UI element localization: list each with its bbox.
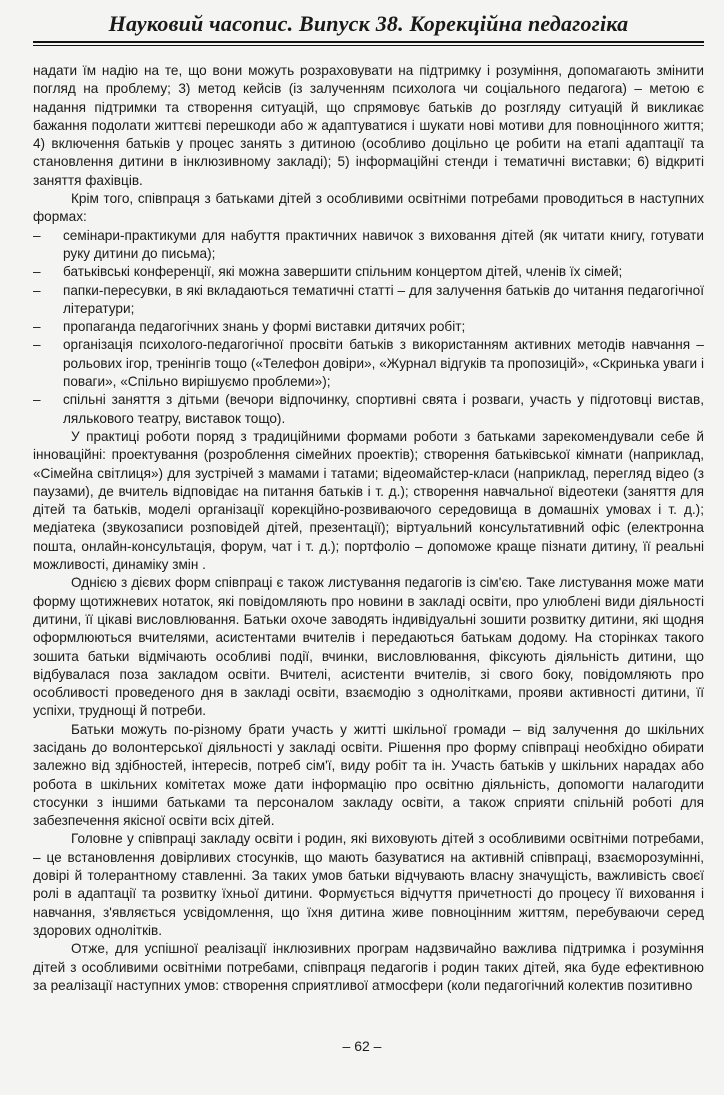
paragraph: Однією з дієвих форм співпраці є також листування педагогів із сім'єю. Таке листування може мати форму щотижневих нотаток, які повідомляють про новини в закладі освіти, про улюблені види діяльності дитини, її цікаві висловлювання. Батьки охоче заводять індивідуальні зошити розвитку дитини, які щодня оформлюються вчителями, асистентами вчителів і передаються батькам додому. На сторінках такого зошита батьки відмічають особливі події, вчинки, висловлювання, фіксують діяльність дитини, що відбувалася поза закладом освіти. Вчителі, асистенти вчителів, зі свого боку, повідомляють про особливості проведеного дня в закладі освіти, взаємодію з однолітками, прояви активності дитини, її успіхи, труднощі й потреби. xyxy=(33,575,704,719)
paragraph: Отже, для успішної реалізації інклюзивних програм надзвичайно важлива підтримка і розуміння дітей з особливими освітніми потребами, співпраця педагогів і родин таких дітей, яка буде ефективною за реалізації наступних умов: створення сприятливої атмосфери (коли педагогічний колектив позитивно xyxy=(33,941,704,993)
forms-list xyxy=(33,227,704,428)
paragraph: У практиці роботи поряд з традиційними формами роботи з батьками зарекомендували себе й інноваційні: проектування (розроблення сімейних проектів); створення батьківської кімнати (наприклад, «Сімейна світлиця») для зустрічей з мамами і татами; відеомайстер-класи (наприклад, перегляд відео (з паузами), де вчитель відповідає на питання батьків і т. д.); створення навчальної відеотеки (заняття для дітей та батьків, моделі організації корекційно-розвиваючого середовища в домашніх умовах і т. д.); медіатека (звукозаписи розповідей дітей, презентації); віртуальний консультативний офіс (електронна пошта, онлайн-консультація, форум, чат і т. д.); портфоліо – допоможе краще пізнати дитину, її реальні можливості, динаміку змін . xyxy=(33,428,704,573)
list-item-text: папки-пересувки, в які вкладаються тематичні статті – для залучення батьків до читання педагогічної літератури; xyxy=(63,282,704,316)
list-item xyxy=(33,282,704,319)
page-number: – 62 – xyxy=(342,1038,382,1054)
paragraph: Головне у співпраці закладу освіти і родин, які виховують дітей з особливими освітніми потребами, – це встановлення довірливих стосунків, що мають базуватися на активній співпраці, взаєморозумінні, довірі й толерантному ставленні. За таких умов батьки відчувають власну значущість, важливість своєї ролі в адаптації та розвитку їхньої дитини. Формується відчуття причетності до процесу її виховання і навчання, з'являється усвідомлення, що їхня дитина живе повноцінним життям, перебуваючи серед здорових однолітків. xyxy=(33,831,704,938)
list-item-text: батьківські конференції, які можна завершити спільним концертом дітей, членів їх сімей; xyxy=(63,264,623,280)
dash-marker: – xyxy=(33,227,41,243)
dash-marker: – xyxy=(33,282,41,298)
dash-marker: – xyxy=(33,319,41,335)
paragraph: Крім того, співпраця з батьками дітей з особливими освітніми потребами проводиться в наступних формах: xyxy=(33,191,704,225)
dash-marker: – xyxy=(33,337,41,353)
journal-header: Науковий часопис. Випуск 38. Корекційна педагогіка xyxy=(108,11,629,36)
paragraph: надати їм надію на те, що вони можуть розраховувати на підтримку і розуміння, допомагають змінити погляд на проблему; 3) метод кейсів (із залученням психолога чи соціального педагога) – метою є надання підтримки та створення ситуацій, що спрямовує батьків до розгляду ситуацій й викликає бажання подолати життєві перешкоди або ж адаптуватися і шукати нові мотиви для повноцінного життя; 4) включення батьків у процес занять з дитиною (особливо доцільно це робити на етапі адаптації та становлення дитини в інклюзивному закладі); 5) інформаційні стенди і тематичні виставки; 6) відкриті заняття фахівців. xyxy=(33,63,704,188)
list-item-text: організація психолого-педагогічної просвіти батьків з використанням активних методів навчання – рольових ігор, тренінгів тощо («Телефон довіри», «Журнал відгуків та пропозицій», «Скринька уваги і поваги», «Спільно вирішуємо проблеми»); xyxy=(63,337,704,390)
header-rule-thick xyxy=(33,41,704,43)
list-item-text: семінари-практикуми для набуття практичних навичок з виховання дітей (як читати книгу, готувати руку дитини до письма); xyxy=(63,227,704,261)
list-item xyxy=(33,391,704,428)
list-item-text: спільні заняття з дітьми (вечори відпочинку, спортивні свята і розваги, участь у підготовці вистав, лялькового театру, виставок тощо). xyxy=(63,392,704,426)
dash-marker: – xyxy=(33,392,41,408)
list-item xyxy=(33,336,704,391)
list-item-text: пропаганда педагогічних знань у формі виставки дитячих робіт; xyxy=(63,319,466,335)
header-rule-thin xyxy=(33,45,704,46)
list-item xyxy=(33,318,704,336)
list-item xyxy=(33,227,704,264)
article-body xyxy=(33,62,704,995)
paragraph: Батьки можуть по-різному брати участь у житті шкільної громади – від залучення до шкільних засідань до волонтерської діяльності у закладі освіти. Рішення про форму співпраці необхідно обирати залежно від здібностей, інтересів, потреб сім'ї, виду робіт та ін. Участь батьків у шкільних нарадах або робота в шкільних комітетах може дати інформацію про освітню діяльність, допомогти налагодити стосунки з іншими батьками та персоналом закладу освіти, а також сприяти спільній роботі для забезпечення якісної освіти всіх дітей. xyxy=(33,721,704,829)
list-item xyxy=(33,263,704,281)
dash-marker: – xyxy=(33,264,41,280)
